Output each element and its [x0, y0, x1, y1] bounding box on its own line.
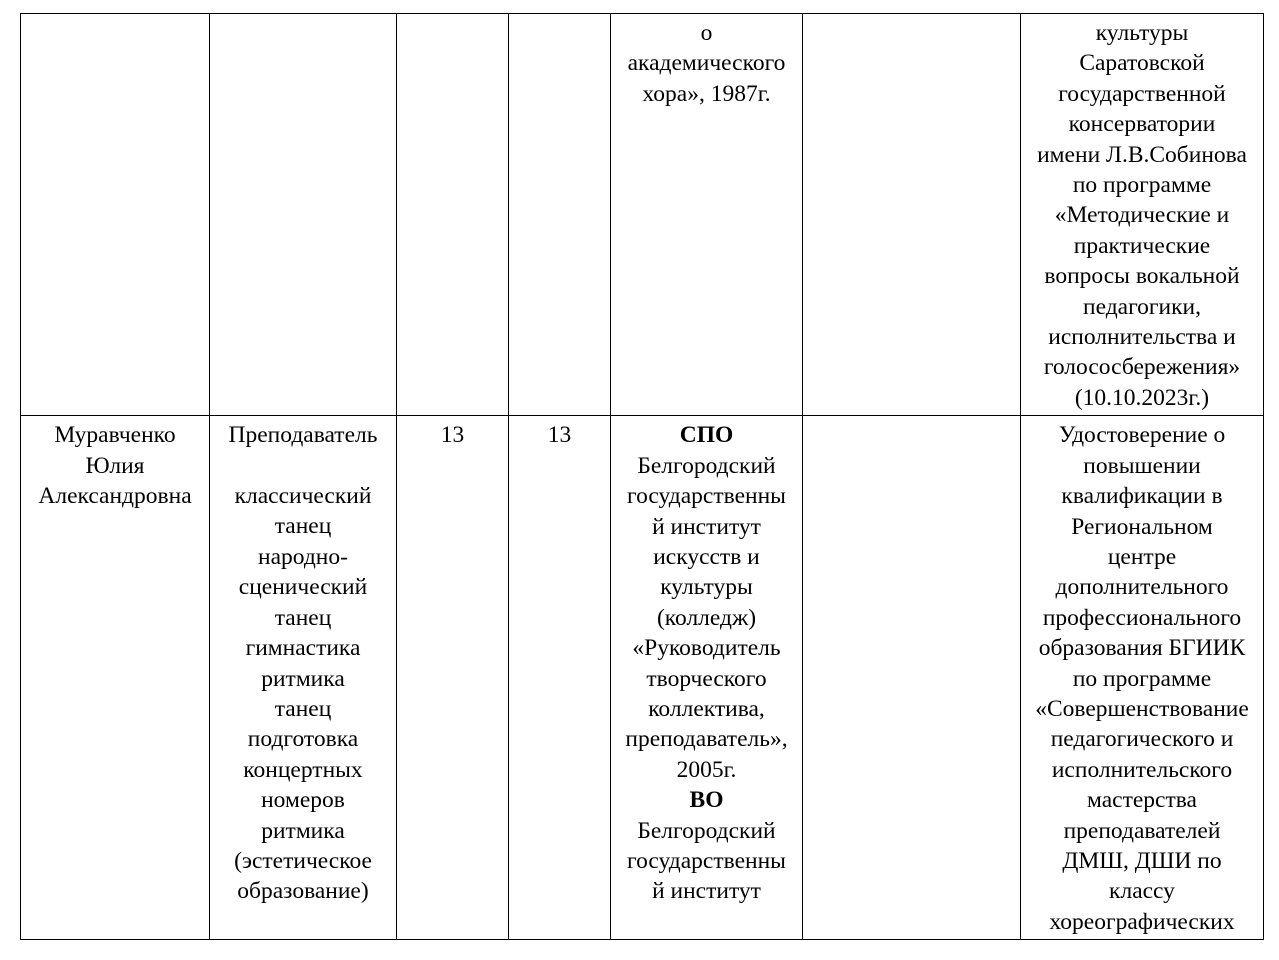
cell-line: «Руководитель	[632, 635, 781, 662]
cell-line: академического	[627, 50, 786, 77]
cell-line: СПО	[679, 422, 734, 449]
cell-line: Белгородский	[637, 452, 776, 479]
cell-line: консерватории	[1068, 111, 1216, 138]
cell-line: государственной	[1058, 80, 1226, 107]
cell-line: мастерства	[1087, 787, 1197, 814]
education-cell	[611, 416, 803, 940]
cell-line: й институт	[652, 513, 761, 540]
cell-line: номеров	[261, 787, 345, 814]
cell-line: хореографических	[1049, 908, 1235, 935]
cell-line: образования БГИИК	[1038, 635, 1246, 662]
cell-line: гимнастика	[245, 635, 361, 662]
experience-specialty-cell: 13	[509, 416, 611, 940]
experience-specialty-cell	[509, 14, 611, 416]
cell-line: Региональном	[1071, 513, 1213, 540]
cell-line: Юлия	[85, 452, 145, 479]
cell-line: народно-	[258, 543, 348, 570]
cell-line: государственны	[627, 847, 786, 874]
experience-total-cell	[397, 14, 509, 416]
cell-line: преподавателей	[1063, 817, 1221, 844]
cell-line: вопросы вокальной	[1044, 263, 1240, 290]
cell-line: квалификации в	[1061, 483, 1223, 510]
cell-line: ВО	[689, 787, 724, 814]
cell-line: преподаватель»,	[625, 726, 788, 753]
cell-line: танец	[274, 604, 332, 631]
cell-line: Удостоверение о	[1058, 422, 1226, 449]
name-cell	[21, 14, 210, 416]
cell-line: голососбережения»	[1043, 354, 1241, 381]
cell-line: танец	[274, 513, 332, 540]
name-cell	[21, 416, 210, 940]
cell-line: концертных	[243, 756, 363, 783]
cell-line: ритмика	[261, 665, 345, 692]
cell-line: профессионального	[1042, 604, 1242, 631]
cell-line: подготовка	[247, 726, 359, 753]
cell-line: по программе	[1072, 665, 1212, 692]
experience-total-cell: 13	[397, 416, 509, 940]
cell-line: «Совершенствование	[1035, 695, 1249, 722]
position-cell	[210, 14, 397, 416]
cell-line: Александровна	[38, 483, 192, 510]
cell-line: Преподаватель	[228, 422, 378, 449]
position-cell	[210, 416, 397, 940]
cell-line: «Методические и	[1054, 202, 1230, 229]
cell-line: искусств и	[653, 543, 760, 570]
cell-line: Саратовской	[1079, 50, 1205, 77]
qualification-cell	[1021, 14, 1264, 416]
cell-line: Муравченко	[54, 422, 176, 449]
cell-line: ритмика	[261, 817, 345, 844]
cell-line: исполнительства и	[1048, 324, 1236, 351]
cell-line: исполнительского	[1051, 756, 1233, 783]
cell-line: культуры	[660, 574, 753, 601]
cell-line: (10.10.2023г.)	[1074, 384, 1210, 411]
degree-cell	[803, 416, 1021, 940]
cell-line: творческого	[646, 665, 767, 692]
cell-line: повышении	[1083, 452, 1201, 479]
cell-line: й институт	[652, 878, 761, 905]
degree-cell	[803, 14, 1021, 416]
education-cell	[611, 14, 803, 416]
cell-line: имени Л.В.Собинова	[1037, 141, 1247, 168]
cell-line: (колледж)	[656, 604, 757, 631]
cell-line: дополнительного	[1055, 574, 1229, 601]
cell-line: государственны	[627, 483, 786, 510]
cell-line: классический	[234, 483, 372, 510]
cell-line: о	[700, 20, 713, 46]
cell-line: классу	[1109, 878, 1175, 905]
cell-line: центре	[1107, 543, 1177, 570]
cell-line: ДМШ, ДШИ по	[1062, 847, 1222, 874]
cell-line: по программе	[1072, 172, 1212, 199]
table-row	[21, 416, 1264, 940]
cell-line	[212, 451, 394, 481]
cell-line: танец	[274, 695, 332, 722]
cell-line: образование)	[237, 878, 369, 905]
cell-line: практические	[1073, 232, 1211, 259]
cell-line: педагогического и	[1050, 726, 1234, 753]
cell-line: хора», 1987г.	[642, 80, 771, 107]
cell-line: (эстетическое	[234, 847, 372, 874]
staff-table	[20, 13, 1264, 940]
cell-line: сценический	[238, 574, 368, 601]
table-row	[21, 14, 1264, 416]
cell-line: 2005г.	[676, 756, 737, 783]
cell-line: Белгородский	[637, 817, 776, 844]
cell-line: культуры	[1095, 20, 1189, 46]
qualification-cell	[1021, 416, 1264, 940]
cell-line: педагогики,	[1083, 293, 1201, 320]
cell-line: коллектива,	[648, 695, 765, 722]
